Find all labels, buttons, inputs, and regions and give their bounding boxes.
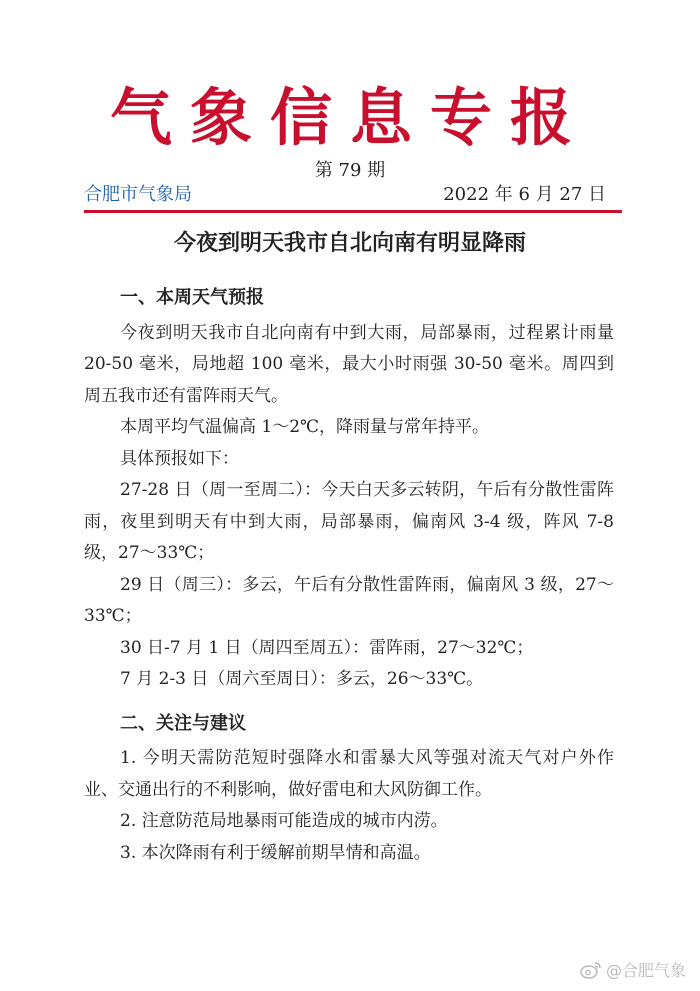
section-heading-forecast: 一、本周天气预报: [120, 287, 264, 308]
forecast-paragraph: 具体预报如下：: [120, 448, 239, 469]
header-divider: [84, 210, 622, 213]
forecast-paragraph: 29 日（周三）：多云，午后有分散性雷阵雨，偏南风 3 级，27～33℃；: [84, 574, 614, 626]
advice-paragraph: 2. 注意防范局地暴雨可能造成的城市内涝。: [120, 811, 448, 831]
document-headline: 今夜到明天我市自北向南有明显降雨: [173, 231, 526, 256]
forecast-paragraph: 7 月 2-3 日（周六至周日）：多云，26～33℃。: [120, 669, 484, 689]
watermark-text: @合肥气象: [605, 961, 686, 980]
issue-number: 第 79 期: [314, 160, 386, 181]
forecast-paragraph: 本周平均气温偏高 1～2℃，降雨量与常年持平。: [120, 417, 490, 437]
forecast-paragraph: 今夜到明天我市自北向南有中到大雨，局部暴雨，过程累计雨量 20-50 毫米，局地超 100 毫米，最大小时雨强 30-50 毫米。周四到周五我市还有雷阵雨天气。: [84, 322, 614, 406]
weibo-icon: [580, 961, 602, 979]
issue-date: 2022 年 6 月 27 日: [443, 184, 606, 205]
agency-name: 合肥市气象局: [84, 184, 192, 205]
document-body: [84, 282, 614, 869]
forecast-paragraph: 27-28 日（周一至周二）：今天白天多云转阴，午后有分散性雷阵雨，夜里到明天有中到大雨，局部暴雨，偏南风 3-4 级，阵风 7-8 级，27～33℃；: [84, 480, 614, 563]
advice-paragraph: 1. 今明天需防范短时强降水和雷暴大风等强对流天气对户外作业、交通出行的不利影响，做好雷电和大风防御工作。: [84, 748, 614, 800]
forecast-paragraph: 30 日-7 月 1 日（周四至周五）：雷阵雨，27～32℃；: [120, 637, 534, 658]
watermark: [580, 958, 686, 981]
masthead-title: 气象信息专报: [109, 81, 590, 154]
advice-paragraph: 3. 本次降雨有利于缓解前期旱情和高温。: [120, 842, 431, 863]
section-heading-advice: 二、关注与建议: [120, 712, 246, 734]
